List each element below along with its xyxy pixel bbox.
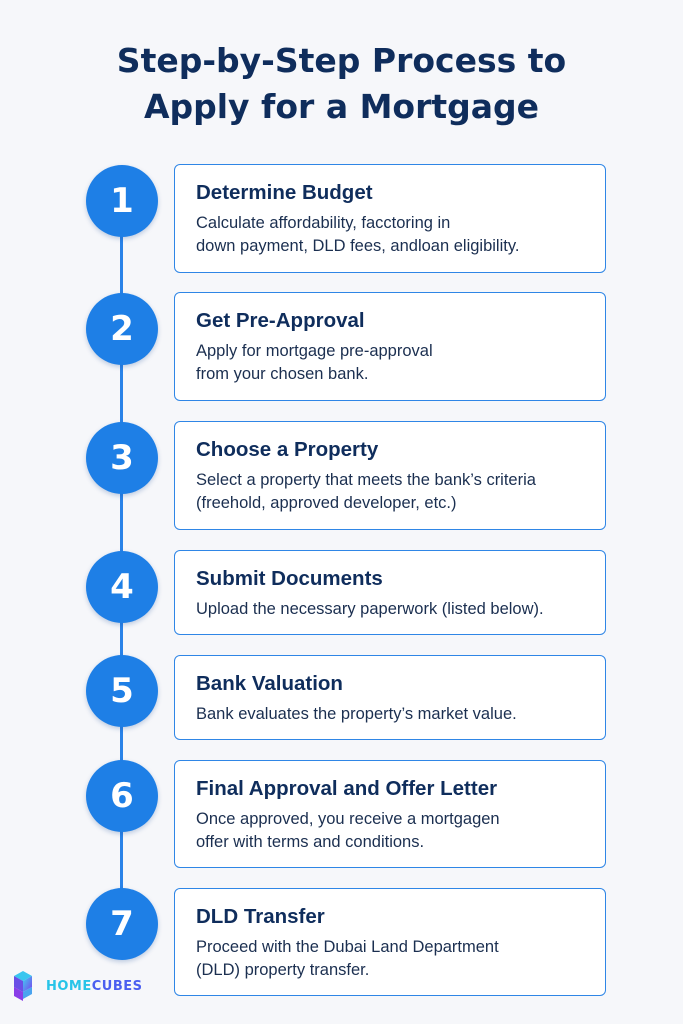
step-4-number-badge: 4 xyxy=(86,551,158,623)
step-2-description-line-2: from your chosen bank. xyxy=(196,365,369,383)
page-title-line-1: Step-by-Step Process to xyxy=(116,41,567,80)
step-2-description-line-1: Apply for mortgage pre-approval xyxy=(196,342,433,360)
step-5-card xyxy=(174,655,606,740)
step-6-description-line-2: offer with terms and conditions. xyxy=(196,833,425,851)
step-6-card xyxy=(174,760,606,868)
step-7-title: DLD Transfer xyxy=(196,905,325,928)
step-4-card xyxy=(174,550,606,635)
step-6-title: Final Approval and Offer Letter xyxy=(196,777,498,800)
step-5-description-line-1: Bank evaluates the property’s market value. xyxy=(196,705,517,723)
step-1-description-line-2: down payment, DLD fees, andloan eligibility. xyxy=(196,237,520,255)
step-1-card xyxy=(174,164,606,273)
step-1-number-badge: 1 xyxy=(86,165,158,237)
logo-wordmark xyxy=(46,979,143,994)
homecubes-logo xyxy=(10,968,143,1004)
page-title-line-2: Apply for a Mortgage xyxy=(143,87,540,126)
step-4-description-line-1: Upload the necessary paperwork (listed below). xyxy=(196,600,544,618)
step-5-title: Bank Valuation xyxy=(196,672,343,695)
logo-wordmark-home: HOME xyxy=(46,978,92,994)
step-6-number-badge: 6 xyxy=(86,760,158,832)
step-3-description-line-1: Select a property that meets the bank’s criteria xyxy=(196,471,536,489)
step-5-number-badge: 5 xyxy=(86,655,158,727)
step-3-card xyxy=(174,421,606,530)
step-4-title: Submit Documents xyxy=(196,567,383,590)
step-2-number-badge: 2 xyxy=(86,293,158,365)
step-3-description-line-2: (freehold, approved developer, etc.) xyxy=(196,494,457,512)
logo-wordmark-cubes: CUBES xyxy=(91,978,143,994)
step-2-title: Get Pre-Approval xyxy=(196,309,365,332)
step-7-number-badge: 7 xyxy=(86,888,158,960)
step-1-description-line-1: Calculate affordability, facctoring in xyxy=(196,214,451,232)
step-7-description-line-2: (DLD) property transfer. xyxy=(196,961,370,979)
step-2-card xyxy=(174,292,606,401)
step-3-title: Choose a Property xyxy=(196,438,379,461)
step-7-card xyxy=(174,888,606,996)
step-6-description-line-1: Once approved, you receive a mortgagen xyxy=(196,810,500,828)
step-1-title: Determine Budget xyxy=(196,181,373,204)
page-title xyxy=(0,38,683,130)
step-7-description-line-1: Proceed with the Dubai Land Department xyxy=(196,938,499,956)
cube-logo-icon xyxy=(10,968,40,1004)
step-3-number-badge: 3 xyxy=(86,422,158,494)
